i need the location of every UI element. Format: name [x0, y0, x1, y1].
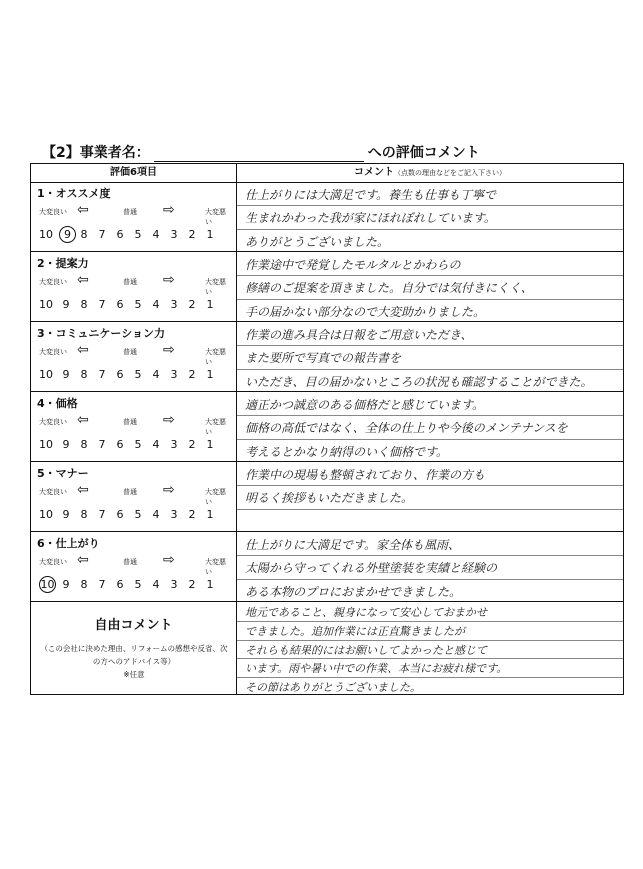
score-scale — [39, 578, 235, 594]
scale-row — [39, 482, 231, 506]
scale-row — [39, 202, 231, 226]
comment-area — [237, 532, 623, 601]
score-option: 8 — [80, 228, 88, 241]
evaluation-section — [31, 462, 623, 532]
ruled-line — [237, 640, 623, 641]
score-selected: 10 — [40, 578, 55, 591]
scale-bad-label: 大変悪い — [205, 558, 226, 576]
ruled-line — [237, 677, 623, 678]
score-option: 9 — [62, 578, 70, 591]
score-option: 4 — [152, 368, 160, 381]
comment-area — [237, 182, 623, 251]
handwritten-comment: 生まれかわった我が家にほれぼれしています。 — [245, 211, 496, 225]
score-option: 1 — [206, 228, 214, 241]
score-option: 2 — [188, 228, 196, 241]
handwritten-comment: 太陽から守ってくれる外壁塗装を実績と経験の — [245, 561, 498, 575]
score-option: 1 — [206, 578, 214, 591]
handwritten-free-comment: 地元であること、親身になって安心しておまかせ — [245, 606, 487, 619]
score-option: 9 — [62, 368, 70, 381]
scale-good-label: 大変良い — [39, 348, 67, 356]
handwritten-comment: 作業の進み具合は日報をご用意いただき、 — [245, 328, 473, 342]
handwritten-comment: 仕上がりには大満足です。養生も仕事も丁寧で — [245, 188, 497, 202]
handwritten-comment: 適正かつ誠意のある価格だと感じています。 — [245, 398, 485, 412]
score-option: 7 — [98, 578, 106, 591]
score-option: 9 — [62, 508, 70, 521]
scale-bad-label: 大変悪い — [205, 208, 226, 226]
score-option: 7 — [98, 508, 106, 521]
comment-area — [237, 462, 623, 531]
score-option: 2 — [188, 368, 196, 381]
free-comment-optional: ※任意 — [123, 670, 145, 679]
scale-bad-label: 大変悪い — [205, 278, 226, 296]
ruled-line — [237, 275, 623, 276]
score-option: 4 — [152, 578, 160, 591]
score-option: 2 — [188, 438, 196, 451]
score-option: 6 — [116, 368, 124, 381]
ruled-line — [237, 621, 623, 622]
arrow-right-icon: ⇨ — [163, 342, 175, 358]
scale-bad-label: 大変悪い — [205, 348, 226, 366]
header-comment — [237, 164, 623, 182]
handwritten-free-comment: それらも結果的にはお願いしてよかったと感じて — [245, 644, 487, 657]
handwritten-comment: 価格の高低ではなく、全体の仕上りや今後のメンテナンスを — [245, 421, 568, 435]
free-comment-note — [37, 642, 231, 681]
score-option: 10 — [39, 228, 53, 241]
header-comment-note: （点数の理由などをご記入下さい） — [394, 169, 506, 177]
handwritten-comment: 仕上がりに大満足です。家全体も風雨、 — [245, 538, 461, 552]
free-comment-section — [31, 602, 623, 696]
arrow-left-icon: ⇦ — [77, 342, 89, 358]
ruled-line — [237, 299, 623, 300]
score-option: 9 — [62, 298, 70, 311]
score-option: 5 — [134, 298, 142, 311]
score-option: 6 — [116, 578, 124, 591]
score-option: 1 — [206, 298, 214, 311]
page-title — [42, 142, 480, 162]
free-comment-area — [237, 602, 623, 696]
score-option: 1 — [206, 368, 214, 381]
score-option: 7 — [98, 438, 106, 451]
handwritten-comment: 修繕のご提案を頂きました。自分では気付きにくく、 — [245, 281, 533, 295]
scale-mid-label: 普通 — [123, 488, 137, 496]
score-option: 3 — [170, 578, 178, 591]
scale-good-label: 大変良い — [39, 418, 67, 426]
scale-row — [39, 272, 231, 296]
score-scale — [39, 298, 235, 314]
table-header — [31, 164, 623, 183]
ruled-line — [237, 579, 623, 580]
score-option: 10 — [39, 368, 53, 381]
evaluation-section — [31, 322, 623, 392]
handwritten-comment: また要所で写真での報告書を — [245, 351, 402, 365]
score-option: 7 — [98, 228, 106, 241]
score-option: 5 — [134, 508, 142, 521]
arrow-right-icon: ⇨ — [163, 272, 175, 288]
scale-mid-label: 普通 — [123, 558, 137, 566]
section-name: 4・価格 — [37, 397, 78, 410]
score-option: 2 — [188, 298, 196, 311]
arrow-right-icon: ⇨ — [163, 412, 175, 428]
score-option: 8 — [80, 508, 88, 521]
ruled-line — [237, 369, 623, 370]
scale-bad-label: 大変悪い — [205, 488, 226, 506]
scale-mid-label: 普通 — [123, 278, 137, 286]
arrow-right-icon: ⇨ — [163, 482, 175, 498]
score-option: 7 — [98, 368, 106, 381]
score-option: 1 — [206, 508, 214, 521]
evaluation-section — [31, 532, 623, 602]
scale-mid-label: 普通 — [123, 418, 137, 426]
arrow-left-icon: ⇦ — [77, 412, 89, 428]
ruled-line — [237, 658, 623, 659]
evaluation-sheet — [30, 163, 624, 695]
comment-area — [237, 322, 623, 391]
scale-bad-label: 大変悪い — [205, 418, 226, 436]
handwritten-comment: ある本物のプロにおまかせできました。 — [245, 585, 462, 599]
score-option: 5 — [134, 228, 142, 241]
ruled-line — [237, 415, 623, 416]
ruled-line — [237, 345, 623, 346]
score-option: 3 — [170, 228, 178, 241]
score-scale — [39, 508, 235, 524]
handwritten-comment: ありがとうございました。 — [245, 235, 390, 249]
score-selected: 9 — [59, 226, 76, 243]
score-scale — [39, 368, 235, 384]
handwritten-free-comment: できました。追加作業には正直驚きましたが — [245, 625, 465, 638]
comment-area — [237, 252, 623, 321]
handwritten-comment: 作業途中で発覚したモルタルとかわらの — [245, 258, 461, 272]
scale-good-label: 大変良い — [39, 488, 67, 496]
section-name: 1・オススメ度 — [37, 187, 111, 200]
score-option: 4 — [152, 508, 160, 521]
scale-good-label: 大変良い — [39, 558, 67, 566]
score-option: 8 — [80, 368, 88, 381]
scale-row — [39, 552, 231, 576]
score-option: 3 — [170, 508, 178, 521]
score-option: 1 — [206, 438, 214, 451]
header-comment-label: コメント — [354, 167, 394, 178]
evaluation-section — [31, 182, 623, 252]
section-name: 6・仕上がり — [37, 537, 100, 550]
score-option: 10 — [39, 508, 53, 521]
scale-good-label: 大変良い — [39, 278, 67, 286]
scale-good-label: 大変良い — [39, 208, 67, 216]
ruled-line — [237, 485, 623, 486]
scale-mid-label: 普通 — [123, 208, 137, 216]
score-option: 2 — [188, 578, 196, 591]
score-option: 3 — [170, 298, 178, 311]
ruled-line — [237, 229, 623, 230]
arrow-right-icon: ⇨ — [163, 552, 175, 568]
section-name: 2・提案力 — [37, 257, 89, 270]
section-name: 5・マナー — [37, 467, 89, 480]
comment-area — [237, 392, 623, 461]
score-option: 10 — [39, 438, 53, 451]
arrow-left-icon: ⇦ — [77, 482, 89, 498]
arrow-left-icon: ⇦ — [77, 202, 89, 218]
score-option: 6 — [116, 508, 124, 521]
score-option: 4 — [152, 438, 160, 451]
score-option: 10 — [39, 298, 53, 311]
handwritten-comment: いただき、目の届かないところの状況も確認することができた。 — [245, 375, 593, 389]
handwritten-comment: 作業中の現場も整頓されており、作業の方も — [245, 468, 486, 482]
score-option: 8 — [80, 438, 88, 451]
score-option: 4 — [152, 298, 160, 311]
free-comment-title: 自由コメント — [94, 618, 173, 633]
handwritten-comment: 手の届かない部分なので大変助かりました。 — [245, 305, 486, 319]
score-option: 5 — [134, 578, 142, 591]
score-option: 3 — [170, 368, 178, 381]
evaluation-section — [31, 252, 623, 322]
evaluation-section — [31, 392, 623, 462]
ruled-line — [237, 555, 623, 556]
score-option: 6 — [116, 298, 124, 311]
score-option: 4 — [152, 228, 160, 241]
scale-mid-label: 普通 — [123, 348, 137, 356]
title-prefix: 【2】事業者名： — [42, 145, 150, 161]
score-option: 5 — [134, 438, 142, 451]
ruled-line — [237, 205, 623, 206]
handwritten-comment: 明るく挨拶もいただきました。 — [245, 491, 414, 505]
arrow-right-icon: ⇨ — [163, 202, 175, 218]
score-option: 9 — [62, 438, 70, 451]
score-option: 8 — [80, 298, 88, 311]
company-name-blank — [154, 147, 364, 162]
arrow-left-icon: ⇦ — [77, 552, 89, 568]
score-option: 3 — [170, 438, 178, 451]
scale-row — [39, 342, 231, 366]
ruled-line — [237, 439, 623, 440]
title-suffix: への評価コメント — [367, 145, 480, 161]
score-option: 6 — [116, 228, 124, 241]
score-option: 5 — [134, 368, 142, 381]
section-name: 3・コミュニケーション力 — [37, 327, 165, 340]
free-comment-instructions: （この会社に決めた理由、リフォームの感想や反省、次の方へのアドバイス等） — [40, 644, 228, 666]
arrow-left-icon: ⇦ — [77, 272, 89, 288]
scale-row — [39, 412, 231, 436]
score-option: 6 — [116, 438, 124, 451]
score-option: 8 — [80, 578, 88, 591]
ruled-line — [237, 509, 623, 510]
handwritten-comment: 考えるとかなり納得のいく価格です。 — [245, 445, 449, 459]
header-items: 評価6項目 — [110, 167, 157, 178]
handwritten-free-comment: その節はありがとうございました。 — [245, 681, 421, 694]
score-option: 7 — [98, 298, 106, 311]
score-option: 2 — [188, 508, 196, 521]
score-scale — [39, 438, 235, 454]
score-scale — [39, 228, 235, 244]
handwritten-free-comment: います。雨や暑い中での作業、本当にお疲れ様です。 — [245, 662, 508, 675]
